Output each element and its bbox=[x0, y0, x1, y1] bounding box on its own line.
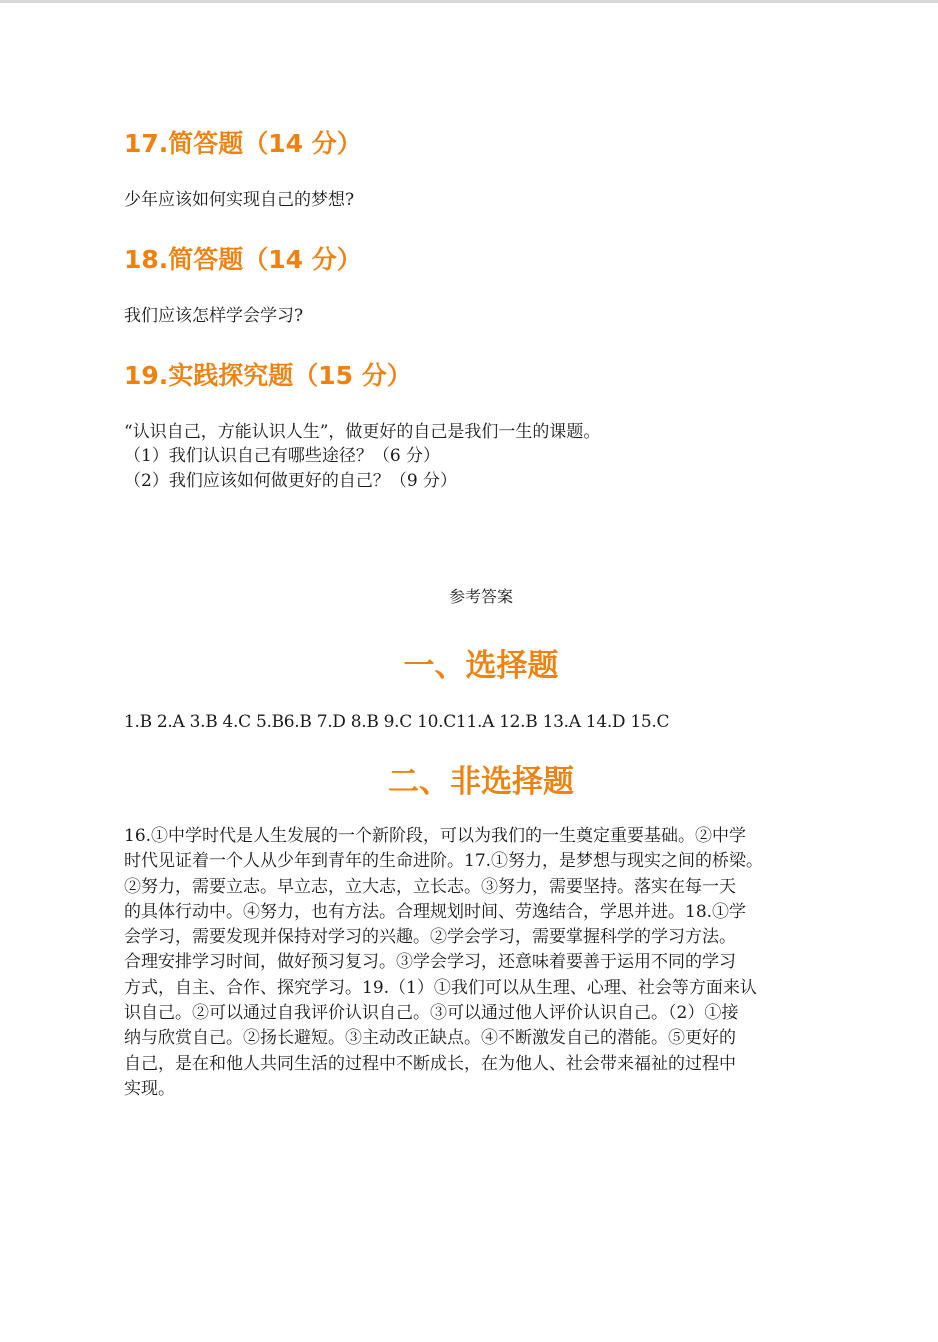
essay-line: 合理安排学习时间，做好预习复习。③学会学习，还意味着要善于运用不同的学习 bbox=[124, 952, 736, 973]
essay-line: ②努力，需要立志。早立志，立大志，立长志。③努力，需要坚持。落实在每一天 bbox=[124, 876, 736, 897]
essay-line: 方式，自主、合作、探究学习。19.（1）①我们可以从生理、心理、社会等方面来认 bbox=[124, 977, 757, 998]
section-1-title: 一、选择题 bbox=[403, 648, 559, 684]
essay-answers bbox=[124, 824, 824, 1102]
essay-line: 实现。 bbox=[124, 1078, 175, 1099]
question-19-title: 19.实践探究题（15 分） bbox=[124, 361, 412, 390]
essay-line: 会学习，需要发现并保持对学习的兴趣。②学会学习，需要掌握科学的学习方法。 bbox=[124, 927, 736, 948]
essay-line: 自己，是在和他人共同生活的过程中不断成长，在为他人、社会带来福祉的过程中 bbox=[124, 1053, 736, 1074]
page-top-rule bbox=[0, 0, 938, 3]
essay-line: 16.①中学时代是人生发展的一个新阶段，可以为我们的一生奠定重要基础。②中学 bbox=[124, 826, 747, 846]
question-19-part-1: （1）我们认识自己有哪些途径？（6 分） bbox=[124, 446, 441, 466]
essay-line: 时代见证着一个人从少年到青年的生命进阶。17.①努力，是梦想与现实之间的桥梁。 bbox=[124, 851, 764, 872]
question-18-title: 18.简答题（14 分） bbox=[124, 245, 362, 274]
essay-line: 纳与欣赏自己。②扬长避短。③主动改正缺点。④不断激发自己的潜能。⑤更好的 bbox=[124, 1028, 736, 1049]
question-17-text: 少年应该如何实现自己的梦想? bbox=[124, 190, 355, 210]
question-19-part-2: （2）我们应该如何做更好的自己？（9 分） bbox=[124, 471, 458, 491]
section-2-title: 二、非选择题 bbox=[388, 764, 574, 800]
essay-line: 的具体行动中。④努力，也有方法。合理规划时间、劳逸结合，学思并进。18.①学 bbox=[124, 901, 747, 922]
essay-line: 识自己。②可以通过自我评价认识自己。③可以通过他人评价认识自己。（2）①接 bbox=[124, 1003, 739, 1024]
question-18-text: 我们应该怎样学会学习? bbox=[124, 306, 304, 326]
question-17-title: 17.简答题（14 分） bbox=[124, 129, 362, 158]
question-19-intro: “认识自己，方能认识人生”，做更好的自己是我们一生的课题。 bbox=[124, 422, 601, 442]
multiple-choice-answers: 1.B 2.A 3.B 4.C 5.B6.B 7.D 8.B 9.C 10.C11.A 12.B 13.A 14.D 15.C bbox=[124, 712, 670, 732]
answer-key-caption: 参考答案 bbox=[448, 587, 513, 606]
